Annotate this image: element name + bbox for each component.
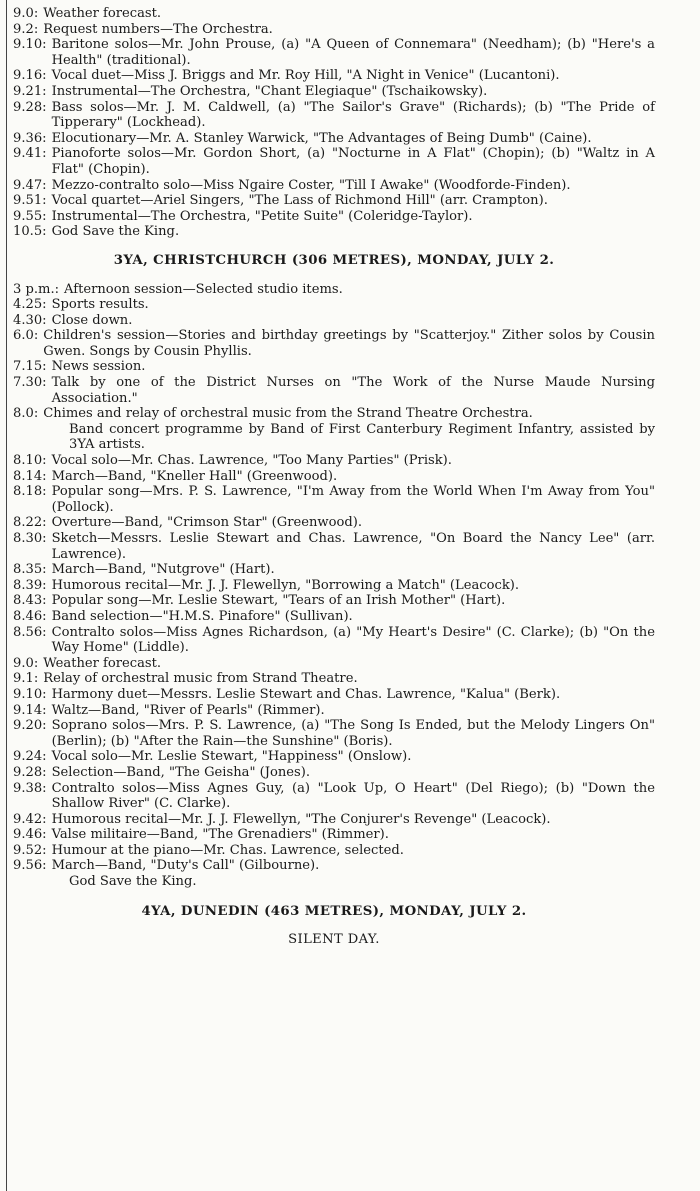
programme-page — [13, 6, 655, 948]
entry-time: 9.46: — [13, 827, 47, 843]
programme-entry — [13, 578, 655, 594]
entry-text: Waltz—Band, "River of Pearls" (Rimmer). — [51, 702, 325, 718]
programme-entry — [13, 812, 655, 828]
entry-time: 8.14: — [13, 468, 47, 484]
entry-text: God Save the King. — [51, 224, 180, 240]
entry-text: Sketch—Messrs. Leslie Stewart and Chas. Lawrence, "On Board the Nancy Lee" (arr. Lawrence). — [51, 531, 655, 562]
programme-entry — [13, 687, 655, 703]
entry-time: 9.20: — [13, 718, 47, 734]
entry-text: Contralto solos—Miss Agnes Guy, (a) "Look Up, O Heart" (Del Riego); (b) "Down the Shallow River" (C. Clarke). — [51, 780, 655, 812]
programme-entry — [13, 562, 655, 578]
entry-text: March—Band, "Duty's Call" (Gilbourne). — [51, 858, 320, 874]
entry-time: 9.47: — [13, 177, 47, 193]
entry-time: 9.42: — [13, 811, 47, 827]
entry-time: 8.56: — [13, 624, 47, 640]
entry-time: 9.56: — [13, 858, 47, 874]
closing-anthem: God Save the King. — [69, 874, 197, 890]
entry-time: 7.15: — [13, 359, 47, 375]
programme-entry — [13, 515, 655, 531]
programme-entry — [13, 781, 655, 812]
entry-text: Request numbers—The Orchestra. — [43, 21, 273, 37]
entry-time: 4.30: — [13, 312, 47, 328]
entry-time: 9.16: — [13, 68, 47, 84]
entry-time: 9.0: — [13, 6, 39, 21]
entry-time: 9.41: — [13, 146, 47, 162]
programme-entry — [13, 406, 655, 422]
programme-entry — [13, 224, 655, 240]
entry-time: 8.46: — [13, 608, 47, 624]
programme-entry — [13, 100, 655, 131]
entry-text: March—Band, "Kneller Hall" (Greenwood). — [51, 468, 338, 484]
programme-entry — [13, 827, 655, 843]
entry-time: 9.55: — [13, 208, 47, 224]
entry-text: Mezzo-contralto solo—Miss Ngaire Coster, "Till I Awake" (Woodforde-Finden). — [51, 177, 571, 193]
entry-text: Humorous recital—Mr. J. J. Flewellyn, "The Conjurer's Revenge" (Leacock). — [51, 811, 551, 827]
entry-time: 8.18: — [13, 484, 47, 500]
programme-entry — [13, 297, 655, 313]
entry-time: 8.35: — [13, 562, 47, 578]
entry-text: Afternoon session—Selected studio items. — [64, 281, 343, 297]
station-heading-4ya: 4YA, DUNEDIN (463 METRES), MONDAY, JULY 2. — [141, 903, 527, 919]
programme-entry — [13, 609, 655, 625]
station-heading-3ya: 3YA, CHRISTCHURCH (306 METRES), MONDAY, JULY 2. — [113, 252, 555, 268]
entry-text: Instrumental—The Orchestra, "Petite Suite" (Coleridge-Taylor). — [51, 208, 473, 224]
entry-text: Vocal solo—Mr. Leslie Stewart, "Happiness" (Onslow). — [51, 749, 412, 765]
entry-time: 9.10: — [13, 37, 47, 53]
entry-text: Vocal quartet—Ariel Singers, "The Lass of Richmond Hill" (arr. Crampton). — [51, 193, 548, 209]
entry-text: Band selection—"H.M.S. Pinafore" (Sullivan). — [51, 608, 353, 624]
programme-block-2ya — [13, 6, 655, 240]
entry-time: 8.22: — [13, 515, 47, 531]
entry-text: Chimes and relay of orchestral music from the Strand Theatre Orchestra. — [43, 406, 533, 422]
entry-time: 6.0: — [13, 328, 39, 344]
programme-entry — [13, 313, 655, 329]
programme-entry — [13, 209, 655, 225]
programme-entry — [13, 625, 655, 656]
programme-block-3ya-band — [13, 453, 655, 874]
entry-text: Talk by one of the District Nurses on "The Work of the Nurse Maude Nursing Association." — [51, 375, 655, 406]
entry-text: Harmony duet—Messrs. Leslie Stewart and Chas. Lawrence, "Kalua" (Berk). — [51, 686, 561, 702]
silent-day-notice: SILENT DAY. — [288, 932, 380, 948]
programme-entry — [13, 131, 655, 147]
band-note: Band concert programme by Band of First Canterbury Regiment Infantry, assisted by 3YA artists. — [69, 421, 655, 453]
entry-text: Overture—Band, "Crimson Star" (Greenwood). — [51, 515, 363, 531]
programme-entry — [13, 703, 655, 719]
entry-text: Weather forecast. — [43, 6, 162, 21]
column-rule — [6, 0, 7, 1191]
programme-entry — [13, 375, 655, 406]
entry-time: 9.10: — [13, 686, 47, 702]
programme-entry — [13, 282, 655, 298]
programme-entry — [13, 193, 655, 209]
entry-text: Pianoforte solos—Mr. Gordon Short, (a) "Nocturne in A Flat" (Chopin); (b) "Waltz in A Flat" (Chopin). — [51, 146, 655, 177]
programme-entry — [13, 22, 655, 38]
programme-entry — [13, 749, 655, 765]
entry-time: 8.39: — [13, 577, 47, 593]
programme-entry — [13, 469, 655, 485]
entry-text: Soprano solos—Mrs. P. S. Lawrence, (a) "The Song Is Ended, but the Melody Lingers On" (Berlin); (b) "After the Rain—the Sunshine" (Boris). — [51, 718, 655, 749]
programme-entry — [13, 328, 655, 359]
programme-entry — [13, 843, 655, 859]
entry-time: 9.28: — [13, 99, 47, 115]
entry-text: Valse militaire—Band, "The Grenadiers" (Rimmer). — [51, 827, 389, 843]
programme-block-3ya-early — [13, 282, 655, 422]
entry-time: 4.25: — [13, 297, 47, 313]
entry-text: Relay of orchestral music from Strand Theatre. — [43, 671, 358, 687]
entry-text: Children's session—Stories and birthday greetings by "Scatterjoy." Zither solos by Cousin Gwen. Songs by Cousin Phyllis. — [43, 328, 655, 359]
entry-text: Vocal solo—Mr. Chas. Lawrence, "Too Many Parties" (Prisk). — [51, 453, 452, 469]
entry-time: 7.30: — [13, 375, 47, 391]
entry-text: Selection—Band, "The Geisha" (Jones). — [51, 764, 311, 780]
entry-text: Elocutionary—Mr. A. Stanley Warwick, "The Advantages of Being Dumb" (Caine). — [51, 130, 592, 146]
entry-time: 9.1: — [13, 671, 39, 687]
entry-text: Close down. — [51, 312, 133, 328]
entry-time: 9.51: — [13, 193, 47, 209]
entry-text: Weather forecast. — [43, 655, 162, 671]
programme-entry — [13, 68, 655, 84]
programme-entry — [13, 671, 655, 687]
programme-entry — [13, 718, 655, 749]
entry-time: 9.21: — [13, 83, 47, 99]
programme-entry — [13, 484, 655, 515]
programme-entry — [13, 6, 655, 22]
entry-text: March—Band, "Nutgrove" (Hart). — [51, 562, 275, 578]
entry-time: 9.36: — [13, 130, 47, 146]
programme-entry — [13, 531, 655, 562]
entry-text: Contralto solos—Miss Agnes Richardson, (a) "My Heart's Desire" (C. Clarke); (b) "On the Way Home" (Liddle). — [51, 624, 655, 656]
programme-entry — [13, 84, 655, 100]
entry-text: Sports results. — [51, 297, 149, 313]
entry-time: 3 p.m.: — [13, 281, 60, 297]
programme-entry — [13, 359, 655, 375]
entry-time: 9.0: — [13, 655, 39, 671]
programme-entry — [13, 178, 655, 194]
programme-entry — [13, 765, 655, 781]
entry-text: Bass solos—Mr. J. M. Caldwell, (a) "The Sailor's Grave" (Richards); (b) "The Pride of Tipperary" (Lockhead). — [51, 99, 655, 131]
entry-time: 10.5: — [13, 224, 47, 240]
entry-time: 9.38: — [13, 780, 47, 796]
programme-entry — [13, 593, 655, 609]
programme-entry — [13, 37, 655, 68]
entry-text: Humorous recital—Mr. J. J. Flewellyn, "Borrowing a Match" (Leacock). — [51, 577, 520, 593]
entry-time: 9.28: — [13, 764, 47, 780]
entry-text: Humour at the piano—Mr. Chas. Lawrence, selected. — [51, 842, 404, 858]
entry-time: 8.43: — [13, 593, 47, 609]
entry-time: 8.30: — [13, 531, 47, 546]
programme-entry — [13, 146, 655, 177]
entry-text: Vocal duet—Miss J. Briggs and Mr. Roy Hill, "A Night in Venice" (Lucantoni). — [51, 68, 560, 84]
entry-text: Popular song—Mrs. P. S. Lawrence, "I'm Away from the World When I'm Away from You" (Pollock). — [51, 484, 655, 515]
entry-time: 9.24: — [13, 749, 47, 765]
programme-entry — [13, 656, 655, 672]
entry-time: 8.10: — [13, 453, 47, 469]
entry-time: 9.2: — [13, 21, 39, 37]
entry-time: 8.0: — [13, 406, 39, 422]
programme-entry — [13, 453, 655, 469]
entry-text: Instrumental—The Orchestra, "Chant Elegiaque" (Tschaikowsky). — [51, 83, 488, 99]
entry-text: Popular song—Mr. Leslie Stewart, "Tears of an Irish Mother" (Hart). — [51, 593, 506, 609]
programme-entry — [13, 858, 655, 874]
entry-text: News session. — [51, 359, 146, 375]
entry-time: 9.14: — [13, 702, 47, 718]
entry-time: 9.52: — [13, 842, 47, 858]
entry-text: Baritone solos—Mr. John Prouse, (a) "A Queen of Connemara" (Needham); (b) "Here's a Health" (traditional). — [51, 37, 655, 68]
